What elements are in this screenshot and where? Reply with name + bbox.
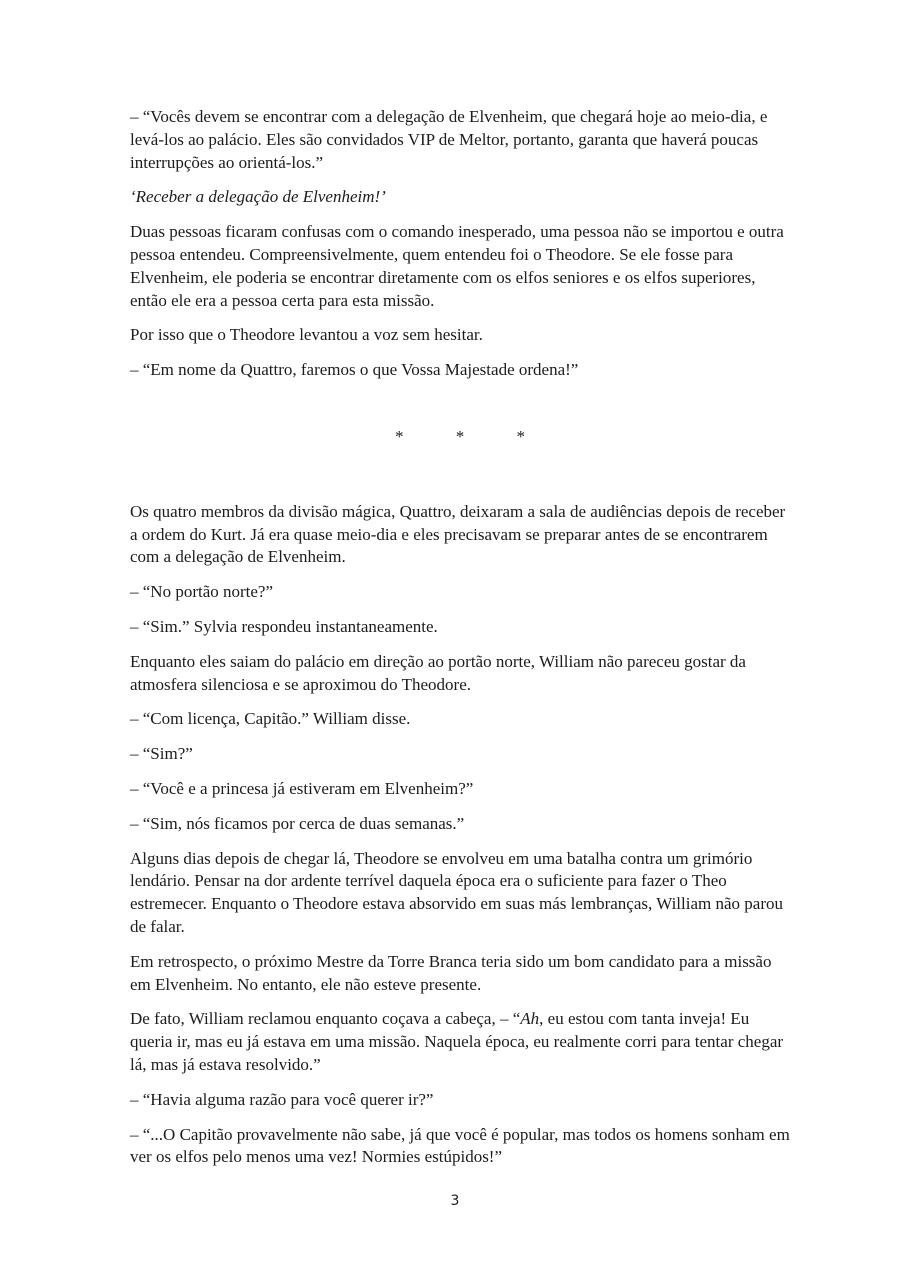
paragraph: – “Sim, nós ficamos por cerca de duas semanas.” — [130, 813, 465, 833]
paragraph: Enquanto eles saiam do palácio em direção ao portão norte, William não pareceu gostar da atmosfera silenciosa e se aproximou do Theodore. — [130, 651, 746, 694]
page-number: 3 — [450, 1193, 460, 1209]
paragraph: – “Sim?” — [130, 744, 193, 764]
paragraph: – “Havia alguma razão para você querer ir?” — [130, 1089, 434, 1109]
paragraph: Alguns dias depois de chegar lá, Theodore se envolveu em uma batalha contra um grimório lendário. Pensar na dor ardente terrível daquela época era o suficiente para fazer o Theo estremecer. Enquanto o Theodore estava absorvido em suas más lembranças, William não parou de falar. — [130, 848, 783, 936]
paragraph: – “Em nome da Quattro, faremos o que Vossa Majestade ordena!” — [130, 360, 579, 380]
paragraph: – “Com licença, Capitão.” William disse. — [130, 709, 411, 729]
paragraph: – “Você e a princesa já estiveram em Elvenheim?” — [130, 778, 474, 798]
italic-interjection: Ah — [520, 1009, 540, 1029]
italic-thought: ‘Receber a delegação de Elvenheim!’ — [130, 187, 386, 207]
paragraph: – “Vocês devem se encontrar com a delegação de Elvenheim, que chegará hoje ao meio-dia, e levá-los ao palácio. Eles são convidados VIP de Meltor, portanto, garanta que haverá poucas interrupções ao orientá-los.” — [130, 107, 768, 172]
paragraph: – “...O Capitão provavelmente não sabe, já que você é popular, mas todos os homens sonham em ver os elfos pelo menos uma vez! Normies estúpidos!” — [130, 1124, 790, 1167]
paragraph: – “Sim.” Sylvia respondeu instantaneamente. — [130, 616, 438, 636]
paragraph — [130, 1008, 790, 1076]
paragraph: Em retrospecto, o próximo Mestre da Torre Branca teria sido um bom candidato para a missão em Elvenheim. No entanto, ele não esteve presente. — [130, 951, 772, 994]
paragraph-part: De fato, William reclamou enquanto coçava a cabeça, – “ — [130, 1009, 521, 1029]
paragraph: Os quatro membros da divisão mágica, Quattro, deixaram a sala de audiências depois de receber a ordem do Kurt. Já era quase meio-dia e eles precisavam se preparar antes de se encontrarem com a delegação de Elvenheim. — [130, 501, 786, 567]
paragraph: Por isso que o Theodore levantou a voz sem hesitar. — [130, 325, 483, 345]
document-body — [130, 106, 790, 1181]
section-separator: * * * — [395, 426, 549, 446]
paragraph: – “No portão norte?” — [130, 582, 274, 602]
paragraph: Duas pessoas ficaram confusas com o comando inesperado, uma pessoa não se importou e outra pessoa entendeu. Compreensivelmente, quem entendeu foi o Theodore. Se ele fosse para Elvenheim, ele poderia se encontrar diretamente com os elfos seniores e os elfos superiores, então ele era a pessoa certa para esta missão. — [130, 222, 784, 310]
paragraph-part: , eu estou com tanta inveja! Eu queria ir, mas eu já estava em uma missão. Naquela época, eu realmente corri para tentar chegar lá, mas já estava resolvido.” — [130, 1009, 784, 1074]
